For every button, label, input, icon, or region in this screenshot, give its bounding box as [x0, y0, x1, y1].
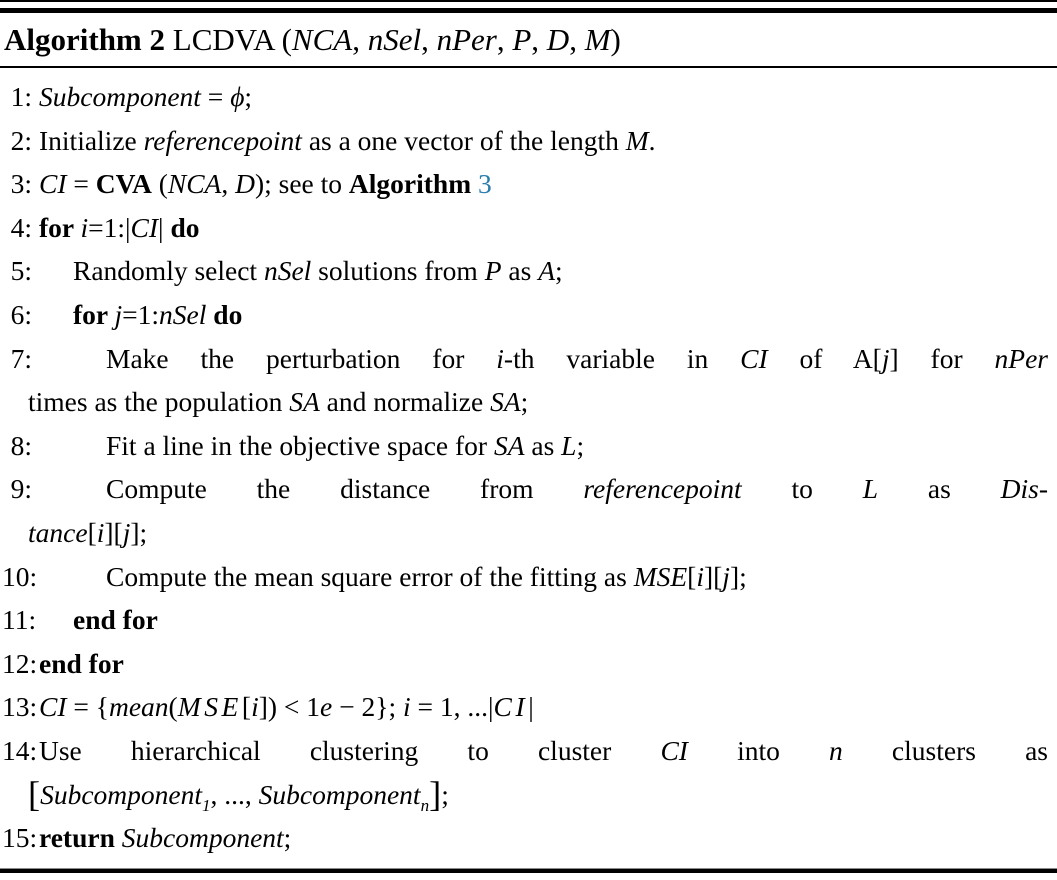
text-segment: j	[722, 560, 730, 592]
line-text	[2, 773, 1048, 821]
text-segment: Initialize	[39, 124, 144, 156]
algorithm-line	[2, 249, 1048, 293]
text-segment: L	[862, 473, 879, 505]
text-segment: SA	[289, 386, 320, 418]
text-segment: nPer	[436, 22, 497, 57]
text-segment: i	[251, 691, 259, 723]
text-segment: =	[66, 168, 96, 200]
text-segment: 1	[202, 796, 211, 816]
text-segment: [	[241, 691, 252, 723]
algorithm-line	[2, 685, 1048, 729]
text-segment: = 1, ...|	[410, 691, 494, 723]
algorithm-body	[0, 68, 1057, 860]
text-segment: CI	[130, 211, 159, 243]
line-text	[39, 685, 1048, 729]
text-segment: CI	[740, 342, 768, 374]
text-segment: end for	[73, 604, 158, 636]
algorithm-line-continuation	[2, 773, 1048, 817]
text-segment: |	[158, 211, 171, 243]
line-number: 3:	[10, 168, 32, 200]
text-segment: Subcomponent	[39, 81, 201, 112]
text-segment: M	[584, 22, 611, 57]
text-segment: = {	[66, 691, 109, 723]
algorithm-title	[0, 13, 1057, 66]
text-segment: [	[87, 516, 97, 548]
text-segment: D	[235, 168, 255, 200]
text-segment: solutions from	[311, 255, 485, 287]
text-segment: SA	[493, 429, 525, 461]
line-text	[39, 337, 1048, 381]
text-segment: as	[501, 255, 539, 287]
text-segment: ,	[569, 22, 585, 57]
text-segment: ,	[421, 22, 437, 57]
text-segment: ϕ	[230, 81, 245, 112]
text-segment: Use hierarchical clustering to cluster	[39, 734, 661, 766]
text-segment: ,	[496, 22, 513, 57]
algorithm-line	[2, 162, 1048, 206]
algorithm-line	[2, 555, 1048, 599]
text-segment: clusters as	[842, 734, 1048, 766]
line-text	[39, 119, 1048, 163]
line-number: 14:	[2, 734, 38, 766]
line-number: 11:	[2, 604, 37, 636]
text-segment: times as the population	[28, 386, 290, 418]
text-segment: CI	[493, 691, 529, 723]
line-number: 15:	[2, 822, 38, 854]
text-segment: ;	[283, 822, 292, 854]
text-segment: SA	[490, 386, 521, 418]
text-segment: CI	[39, 691, 67, 723]
algorithm-line	[2, 598, 1048, 642]
line-text	[39, 75, 1048, 119]
text-segment: Subcomponent	[121, 822, 284, 854]
line-text	[39, 816, 1048, 860]
text-segment: j	[881, 342, 890, 374]
text-segment: D	[546, 22, 570, 57]
text-segment: referencepoint	[143, 124, 302, 156]
algorithm-line	[2, 206, 1048, 250]
text-segment: =1:|	[88, 211, 131, 243]
text-segment: tance	[28, 516, 88, 548]
text-segment: ,	[352, 22, 368, 57]
text-segment: for	[39, 211, 81, 243]
text-segment: =1:	[122, 298, 160, 330]
text-segment: Subcomponent	[258, 778, 421, 810]
text-segment: do	[170, 211, 200, 243]
algorithm-line	[2, 816, 1048, 860]
line-text	[39, 598, 1048, 642]
text-segment: i	[80, 211, 89, 243]
text-segment: L	[561, 429, 577, 461]
text-segment: ;	[576, 429, 585, 461]
text-segment: [	[28, 774, 41, 815]
text-segment: ];	[130, 516, 148, 548]
text-segment: n	[420, 796, 430, 816]
text-segment: P	[484, 255, 502, 287]
text-segment: ] for	[889, 342, 995, 374]
text-segment: Make the perturbation for	[106, 342, 497, 374]
text-segment: of A[	[767, 342, 882, 374]
text-segment: end for	[39, 647, 124, 679]
line-number: 2:	[10, 124, 32, 156]
text-segment: LCDVA (	[165, 22, 292, 57]
text-segment	[471, 168, 478, 199]
text-segment: Subcomponent	[40, 778, 203, 810]
text-segment: i	[403, 691, 411, 723]
algorithm-line	[2, 424, 1048, 468]
text-segment: CI	[39, 168, 67, 200]
text-segment: [	[687, 560, 697, 592]
line-number: 6:	[10, 298, 32, 330]
text-segment: return	[39, 822, 122, 854]
line-number: 7:	[10, 342, 32, 374]
text-segment: to	[741, 473, 863, 505]
text-segment: ][	[104, 516, 123, 548]
text-segment: ;	[441, 778, 449, 810]
line-text	[39, 729, 1048, 773]
algorithm-line	[2, 293, 1048, 337]
algorithm-line	[2, 119, 1048, 163]
text-segment: Algorithm 2	[4, 22, 166, 57]
text-segment: -th variable in	[503, 342, 741, 374]
algorithm-line	[2, 642, 1048, 686]
text-segment: i	[496, 342, 504, 374]
text-segment: MSE	[633, 560, 688, 592]
line-number: 9:	[10, 473, 32, 505]
algorithm-line	[2, 729, 1048, 773]
text-segment: nSel	[159, 298, 207, 330]
line-text	[39, 424, 1048, 468]
text-segment: nSel	[367, 22, 422, 57]
text-segment: .	[648, 124, 656, 156]
text-segment: CVA	[95, 168, 152, 200]
text-segment: e	[320, 691, 333, 723]
text-segment: as	[878, 473, 1001, 505]
text-segment: ]	[429, 774, 442, 815]
text-segment: Dis-	[1000, 473, 1049, 505]
algorithm-line-continuation	[2, 380, 1048, 424]
text-segment: MSE	[177, 691, 242, 723]
line-text	[39, 293, 1048, 337]
text-segment: n	[829, 734, 843, 766]
algorithm-line	[2, 75, 1048, 119]
line-number: 10:	[2, 560, 38, 592]
text-segment: and normalize	[319, 386, 491, 418]
algorithm-line	[2, 337, 1048, 381]
top-rule-thin	[0, 0, 1057, 2]
text-segment: Compute the distance from	[106, 473, 584, 505]
text-segment: ;	[244, 81, 253, 112]
text-segment: − 2};	[332, 691, 403, 723]
line-text	[39, 555, 1048, 599]
text-segment: ][	[703, 560, 723, 592]
text-segment: , ...,	[210, 778, 259, 810]
text-segment: A	[538, 255, 555, 287]
text-segment: NCA	[167, 168, 222, 200]
line-number: 4:	[10, 211, 32, 243]
text-segment: i	[696, 560, 704, 592]
text-segment: j	[114, 298, 123, 330]
text-segment: do	[213, 298, 243, 330]
text-segment: P	[512, 22, 532, 57]
line-text	[39, 249, 1048, 293]
text-segment: Algorithm	[348, 168, 472, 200]
text-segment: M	[625, 124, 649, 156]
text-segment: =	[200, 81, 231, 112]
algorithm-3-link[interactable]: 3	[478, 168, 492, 200]
text-segment: Randomly select	[73, 255, 264, 287]
line-number: 1:	[10, 81, 32, 112]
text-segment: nSel	[263, 255, 312, 287]
text-segment: NCA	[291, 22, 353, 57]
text-segment: referencepoint	[583, 473, 742, 505]
line-number: 13:	[2, 691, 38, 723]
text-segment: ];	[729, 560, 747, 592]
text-segment: mean	[108, 691, 169, 723]
algorithm-line	[2, 467, 1048, 511]
text-segment: ); see to	[254, 168, 349, 200]
line-text	[39, 642, 1048, 686]
line-number: 8:	[10, 429, 32, 461]
text-segment: CI	[660, 734, 688, 766]
line-number: 5:	[10, 255, 32, 287]
text-segment: |	[528, 691, 534, 723]
text-segment: j	[122, 516, 131, 548]
text-segment: ,	[531, 22, 547, 57]
line-text	[39, 206, 1048, 250]
text-segment: Fit a line in the objective space for	[106, 429, 494, 461]
text-segment: (	[168, 691, 178, 723]
text-segment: i	[96, 516, 105, 548]
line-text	[39, 467, 1048, 511]
line-text	[2, 511, 1048, 555]
text-segment: ]) < 1	[258, 691, 321, 723]
text-segment: into	[687, 734, 830, 766]
algorithm-line-continuation	[2, 511, 1048, 555]
text-segment: ,	[221, 168, 236, 200]
text-segment: ;	[520, 386, 529, 418]
line-text	[2, 380, 1048, 424]
text-segment: )	[610, 22, 621, 57]
text-segment: (	[151, 168, 168, 200]
text-segment: ;	[555, 255, 563, 287]
text-segment: for	[73, 298, 115, 330]
line-number: 12:	[2, 647, 38, 679]
line-text	[39, 162, 1048, 206]
text-segment: as a one vector of the length	[301, 124, 626, 156]
text-segment: nPer	[994, 342, 1048, 374]
bottom-rule	[0, 868, 1057, 873]
text-segment: Compute the mean square error of the fitting as	[106, 560, 634, 592]
text-segment: as	[524, 429, 562, 461]
